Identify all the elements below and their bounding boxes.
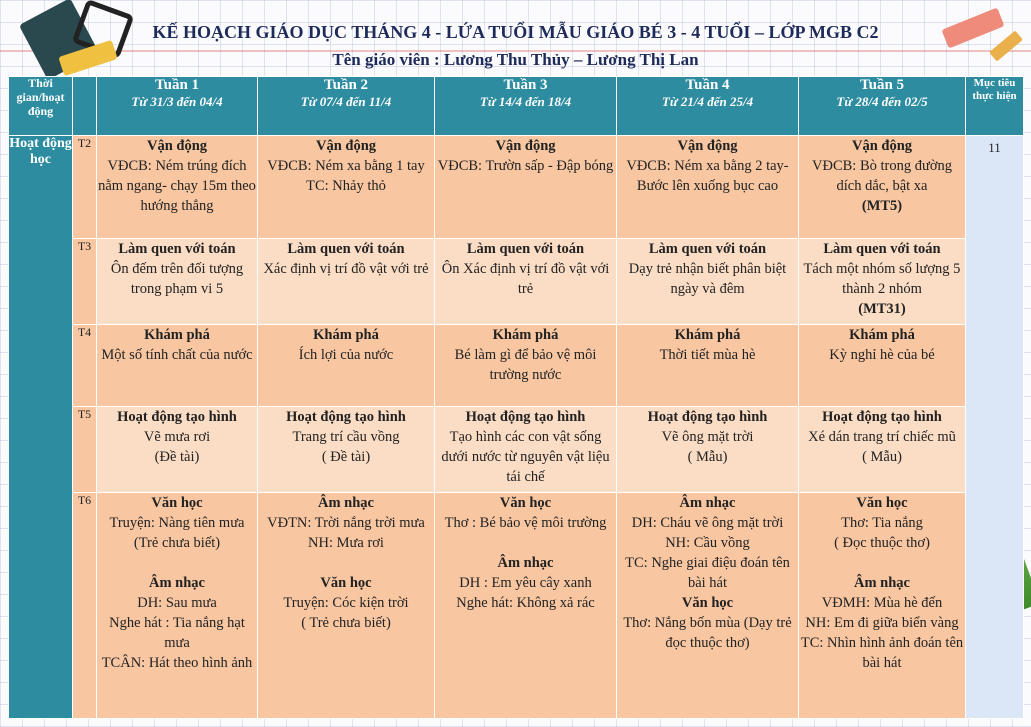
day-label: T3: [73, 239, 97, 325]
activity-cell: [435, 493, 617, 719]
activity-cell: [258, 407, 435, 493]
activity-cell: [617, 239, 799, 325]
header-row: [9, 77, 1024, 136]
activity-text: DH: Sau mưa: [137, 595, 217, 611]
subject-label: Vận động: [851, 138, 913, 154]
activity-text: (Trẻ chưa biết): [133, 535, 221, 551]
activity-text: Dạy trẻ nhận biết phân biệt ngày và đêm: [628, 261, 787, 297]
activity-cell: [258, 136, 435, 239]
spacer: [97, 553, 257, 573]
activity-text: Truyện: Cóc kiện trời: [283, 595, 409, 611]
activity-text: NH: Cầu vồng: [665, 535, 750, 551]
corner-header: Thời gian/hoạt động: [9, 77, 73, 136]
activity-cell: [617, 136, 799, 239]
spacer: [799, 553, 965, 573]
activity-text: Thời tiết mùa hè: [659, 347, 756, 363]
subject-label: Vận động: [495, 138, 556, 154]
activity-cell: [799, 407, 966, 493]
subject-label: Khám phá: [144, 327, 210, 343]
week-name: Tuần 2: [323, 77, 369, 93]
subject-label: Văn học: [320, 575, 372, 591]
activity-text: TCÂN: Hát theo hình ảnh: [101, 655, 253, 671]
subject-label: Âm nhạc: [149, 575, 205, 591]
activity-text: Vẽ ông mặt trời: [661, 429, 754, 445]
week-header-5: [799, 77, 966, 136]
subject-label: Khám phá: [313, 327, 379, 343]
activity-text: NH: Mưa rơi: [308, 535, 384, 551]
goal-header: Mục tiêu thực hiện: [966, 77, 1024, 136]
activity-text: TC: Nhảy thỏ: [306, 178, 386, 194]
subject-label: Khám phá: [492, 327, 559, 343]
activity-text: (Đề tài): [154, 449, 200, 465]
activity-cell: [435, 136, 617, 239]
goal-tag: (MT5): [861, 198, 903, 214]
table-row: [9, 407, 1024, 493]
table-row: [9, 239, 1024, 325]
week-header-2: [258, 77, 435, 136]
section-label: Hoạt động học: [9, 136, 73, 719]
activity-text: VĐCB: Ném trúng đích nằm ngang- chạy 15m theo hướng thẳng: [98, 158, 256, 214]
week-dates: Từ 07/4 đến 11/4: [300, 94, 392, 109]
activity-cell: [435, 407, 617, 493]
subject-label: Làm quen với toán: [823, 241, 941, 257]
week-name: Tuần 4: [685, 77, 730, 93]
table-row: [9, 325, 1024, 407]
day-label: T4: [73, 325, 97, 407]
subject-label: Làm quen với toán: [648, 241, 767, 257]
spacer: [258, 553, 434, 573]
activity-cell: [435, 239, 617, 325]
subject-label: Vận động: [146, 138, 208, 154]
activity-text: Bé làm gì để bảo vệ môi trường nước: [454, 347, 597, 383]
day-label: T5: [73, 407, 97, 493]
subject-label: Hoạt động tạo hình: [465, 409, 586, 425]
subject-label: Văn học: [681, 595, 734, 611]
activity-text: Ích lợi của nước: [298, 347, 394, 363]
goal-value: 11: [988, 140, 1001, 155]
activity-text: Thơ : Bé bảo vệ môi trường: [444, 515, 607, 531]
activity-cell: [435, 325, 617, 407]
subject-label: Văn học: [151, 495, 203, 511]
activity-text: Ôn Xác định vị trí đồ vật với trẻ: [441, 261, 610, 297]
activity-text: Ôn đếm trên đối tượng trong phạm vi 5: [110, 261, 244, 297]
lesson-plan-table: [8, 76, 1024, 719]
activity-text: Xác định vị trí đồ vật với trẻ: [263, 261, 429, 277]
activity-cell: [97, 407, 258, 493]
subject-label: Văn học: [856, 495, 908, 511]
activity-cell: [97, 325, 258, 407]
activity-text: NH: Em đi giữa biển vàng: [805, 615, 959, 631]
activity-cell: [617, 407, 799, 493]
subject-label: Khám phá: [849, 327, 915, 343]
activity-text: VĐMH: Mùa hè đến: [821, 595, 943, 611]
activity-cell: [97, 239, 258, 325]
goal-cell: [966, 136, 1024, 719]
day-header: [73, 77, 97, 136]
activity-text: DH: Cháu vẽ ông mặt trời: [631, 515, 784, 531]
table-row: [9, 136, 1024, 239]
subject-label: Làm quen với toán: [118, 241, 236, 257]
activity-text: Xé dán trang trí chiếc mũ: [808, 429, 956, 445]
activity-cell: [97, 493, 258, 719]
activity-cell: [258, 325, 435, 407]
activity-text: Vẽ mưa rơi: [143, 429, 211, 445]
week-name: Tuần 5: [859, 77, 905, 93]
table-row: [9, 493, 1024, 719]
activity-text: VĐTN: Trời nắng trời mưa: [267, 515, 425, 531]
activity-text: ( Trẻ chưa biết): [301, 615, 391, 631]
activity-text: VĐCB: Bò trong đường dích dắc, bật xa: [812, 158, 952, 194]
activity-text: ( Mẫu): [687, 449, 728, 465]
activity-text: Kỳ nghỉ hè của bé: [829, 347, 935, 363]
activity-text: TC: Nhìn hình ảnh đoán tên bài hát: [800, 635, 964, 671]
activity-text: Tách một nhóm số lượng 5 thành 2 nhóm: [803, 261, 961, 297]
subject-label: Âm nhạc: [854, 575, 910, 591]
spacer: [435, 533, 616, 553]
subject-label: Hoạt động tạo hình: [117, 409, 237, 425]
activity-cell: [97, 136, 258, 239]
subject-label: Vận động: [315, 138, 377, 154]
activity-text: VĐCB: Ném xa bằng 2 tay- Bước lên xuống bục cao: [626, 158, 789, 194]
subject-label: Âm nhạc: [318, 495, 374, 511]
page-title: KẾ HOẠCH GIÁO DỤC THÁNG 4 - LỨA TUỔI MẪU GIÁO BÉ 3 - 4 TUỔI – LỚP MGB C2: [152, 22, 879, 42]
activity-cell: [799, 325, 966, 407]
activity-cell: [799, 493, 966, 719]
activity-cell: [799, 239, 966, 325]
week-header-4: [617, 77, 799, 136]
day-label: T6: [73, 493, 97, 719]
week-dates: Từ 31/3 đến 04/4: [131, 94, 223, 109]
week-dates: Từ 14/4 đến 18/4: [479, 94, 572, 109]
activity-text: DH : Em yêu cây xanh: [459, 575, 592, 591]
activity-text: Thơ: Nắng bốn mùa (Dạy trẻ đọc thuộc thơ): [623, 615, 792, 651]
activity-text: VĐCB: Ném xa bằng 1 tay: [267, 158, 425, 174]
goal-tag: (MT31): [858, 301, 906, 317]
activity-cell: [617, 493, 799, 719]
subject-label: Hoạt động tạo hình: [822, 409, 942, 425]
activity-text: Trang trí cầu vồng: [292, 429, 400, 445]
activity-text: Một số tính chất của nước: [101, 347, 253, 363]
subject-label: Làm quen với toán: [466, 241, 585, 257]
week-name: Tuần 1: [154, 77, 200, 93]
activity-text: ( Đề tài): [321, 449, 371, 465]
subject-label: Làm quen với toán: [287, 241, 405, 257]
subject-label: Hoạt động tạo hình: [647, 409, 768, 425]
subject-label: Âm nhạc: [497, 555, 554, 571]
week-name: Tuần 3: [503, 77, 548, 93]
activity-cell: [617, 325, 799, 407]
subject-label: Âm nhạc: [679, 495, 736, 511]
activity-text: Nghe hát: Không xả rác: [456, 595, 595, 611]
activity-cell: [258, 239, 435, 325]
activity-text: VĐCB: Trườn sấp - Đập bóng: [437, 158, 614, 174]
subject-label: Hoạt động tạo hình: [286, 409, 406, 425]
activity-text: Nghe hát : Tia nắng hạt mưa: [109, 615, 245, 651]
week-header-3: [435, 77, 617, 136]
teacher-names: Tên giáo viên : Lương Thu Thủy – Lương Thị Lan: [332, 50, 699, 69]
activity-cell: [799, 136, 966, 239]
subject-label: Khám phá: [674, 327, 741, 343]
week-header-1: [97, 77, 258, 136]
activity-cell: [258, 493, 435, 719]
activity-text: ( Mẫu): [862, 449, 902, 465]
week-dates: Từ 21/4 đến 25/4: [661, 94, 754, 109]
subject-label: Vận động: [677, 138, 738, 154]
activity-text: Tạo hình các con vật sống dưới nước từ nguyên vật liệu tái chế: [441, 429, 610, 485]
activity-text: Thơ: Tia nắng: [841, 515, 923, 531]
week-dates: Từ 28/4 đến 02/5: [836, 94, 928, 109]
activity-text: ( Đọc thuộc thơ): [834, 535, 930, 551]
day-label: T2: [73, 136, 97, 239]
activity-text: TC: Nghe giai điệu đoán tên bài hát: [625, 555, 790, 591]
activity-text: Truyện: Nàng tiên mưa: [109, 515, 245, 531]
subject-label: Văn học: [499, 495, 552, 511]
